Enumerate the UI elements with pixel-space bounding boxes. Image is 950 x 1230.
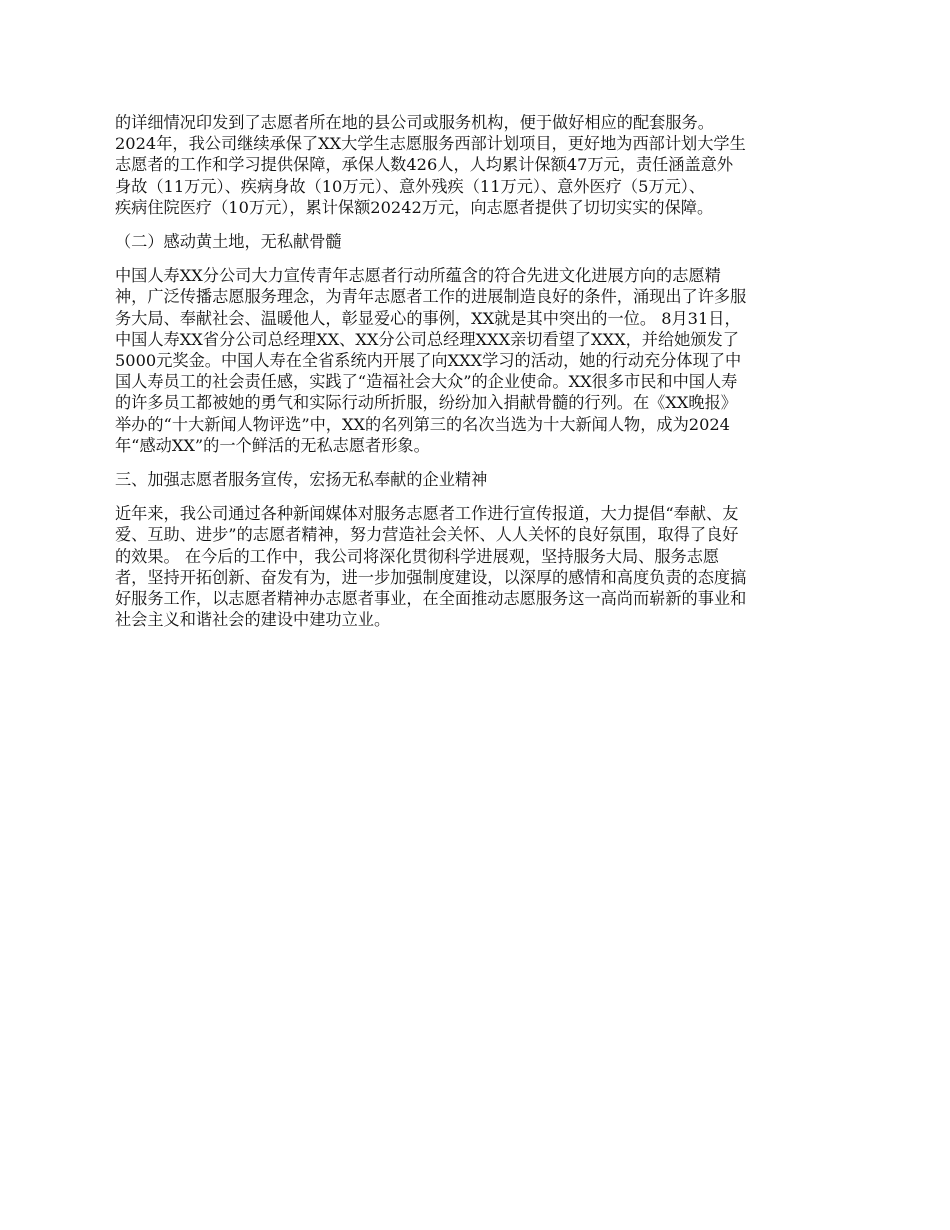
text-line: 爱、互助、进步”的志愿者精神，努力营造社会关怀、人人关怀的良好氛围，取得了良好 [115, 525, 739, 545]
text-line: 年“感动XX”的一个鲜活的无私志愿者形象。 [115, 435, 430, 455]
text-line: 志愿者的工作和学习提供保障，承保人数426人，人均累计保额47万元，责任涵盖意外 [115, 155, 734, 175]
text-line: 好服务工作，以志愿者精神办志愿者事业，在全面推动志愿服务这一高尚而崭新的事业和 [115, 589, 747, 609]
text-line: 的许多员工都被她的勇气和实际行动所折服，纷纷加入捐献骨髓的行列。在《XX晚报》 [115, 393, 737, 413]
text-line: 近年来，我公司通过各种新闻媒体对服务志愿者工作进行宣传报道，大力提倡“奉献、友 [115, 504, 739, 524]
text-line: 务大局、奉献社会、温暖他人，彰显爱心的事例，XX就是其中突出的一位。 8月31日， [115, 308, 741, 328]
text-line: 的效果。 在今后的工作中，我公司将深化贯彻科学进展观，坚持服务大局、服务志愿 [115, 546, 720, 566]
text-line: 神，广泛传播志愿服务理念，为青年志愿者工作的进展制造良好的条件，涌现出了许多服 [115, 287, 747, 307]
text-line: 举办的“十大新闻人物评选”中，XX的名列第三的名次当选为十大新闻人物，成为2024 [115, 414, 730, 434]
paragraph-insurance-coverage [115, 112, 840, 218]
text-line: 社会主义和谐社会的建设中建功立业。 [115, 610, 391, 630]
heading-text: 三、加强志愿者服务宣传，宏扬无私奉献的企业精神 [115, 470, 488, 490]
text-line: 的详细情况印发到了志愿者所在地的县公司或服务机构，便于做好相应的配套服务。 [115, 113, 714, 132]
heading-text: （二）感动黄土地，无私献骨髓 [115, 232, 342, 252]
text-line: 身故（11万元）、疾病身故（10万元）、意外残疾（11万元）、意外医疗（5万元）、 [115, 176, 706, 196]
text-line: 国人寿员工的社会责任感，实践了“造福社会大众”的企业使命。XX很多市民和中国人寿 [115, 372, 738, 392]
document-body [115, 112, 840, 643]
paragraph-bone-marrow-donation [115, 265, 840, 456]
text-line: 疾病住院医疗（10万元），累计保额20242万元，向志愿者提供了切切实实的保障。 [115, 197, 714, 217]
section-heading-2 [115, 231, 840, 252]
text-line: 5000元奖金。中国人寿在全省系统内开展了向XXX学习的活动，她的行动充分体现了中 [115, 351, 742, 371]
section-heading-3 [115, 469, 840, 490]
paragraph-publicity [115, 503, 840, 630]
text-line: 者，坚持开拓创新、奋发有为，进一步加强制度建设，以深厚的感情和高度负责的态度搞 [115, 567, 747, 587]
text-line: 中国人寿XX分公司大力宣传青年志愿者行动所蕴含的符合先进文化进展方向的志愿精 [115, 266, 721, 286]
text-line: 2024年，我公司继续承保了XX大学生志愿服务西部计划项目，更好地为西部计划大学生 [115, 134, 746, 154]
text-line: 中国人寿XX省分公司总经理XX、XX分公司总经理XXX亲切看望了XXX，并给她颁发了 [115, 329, 739, 349]
